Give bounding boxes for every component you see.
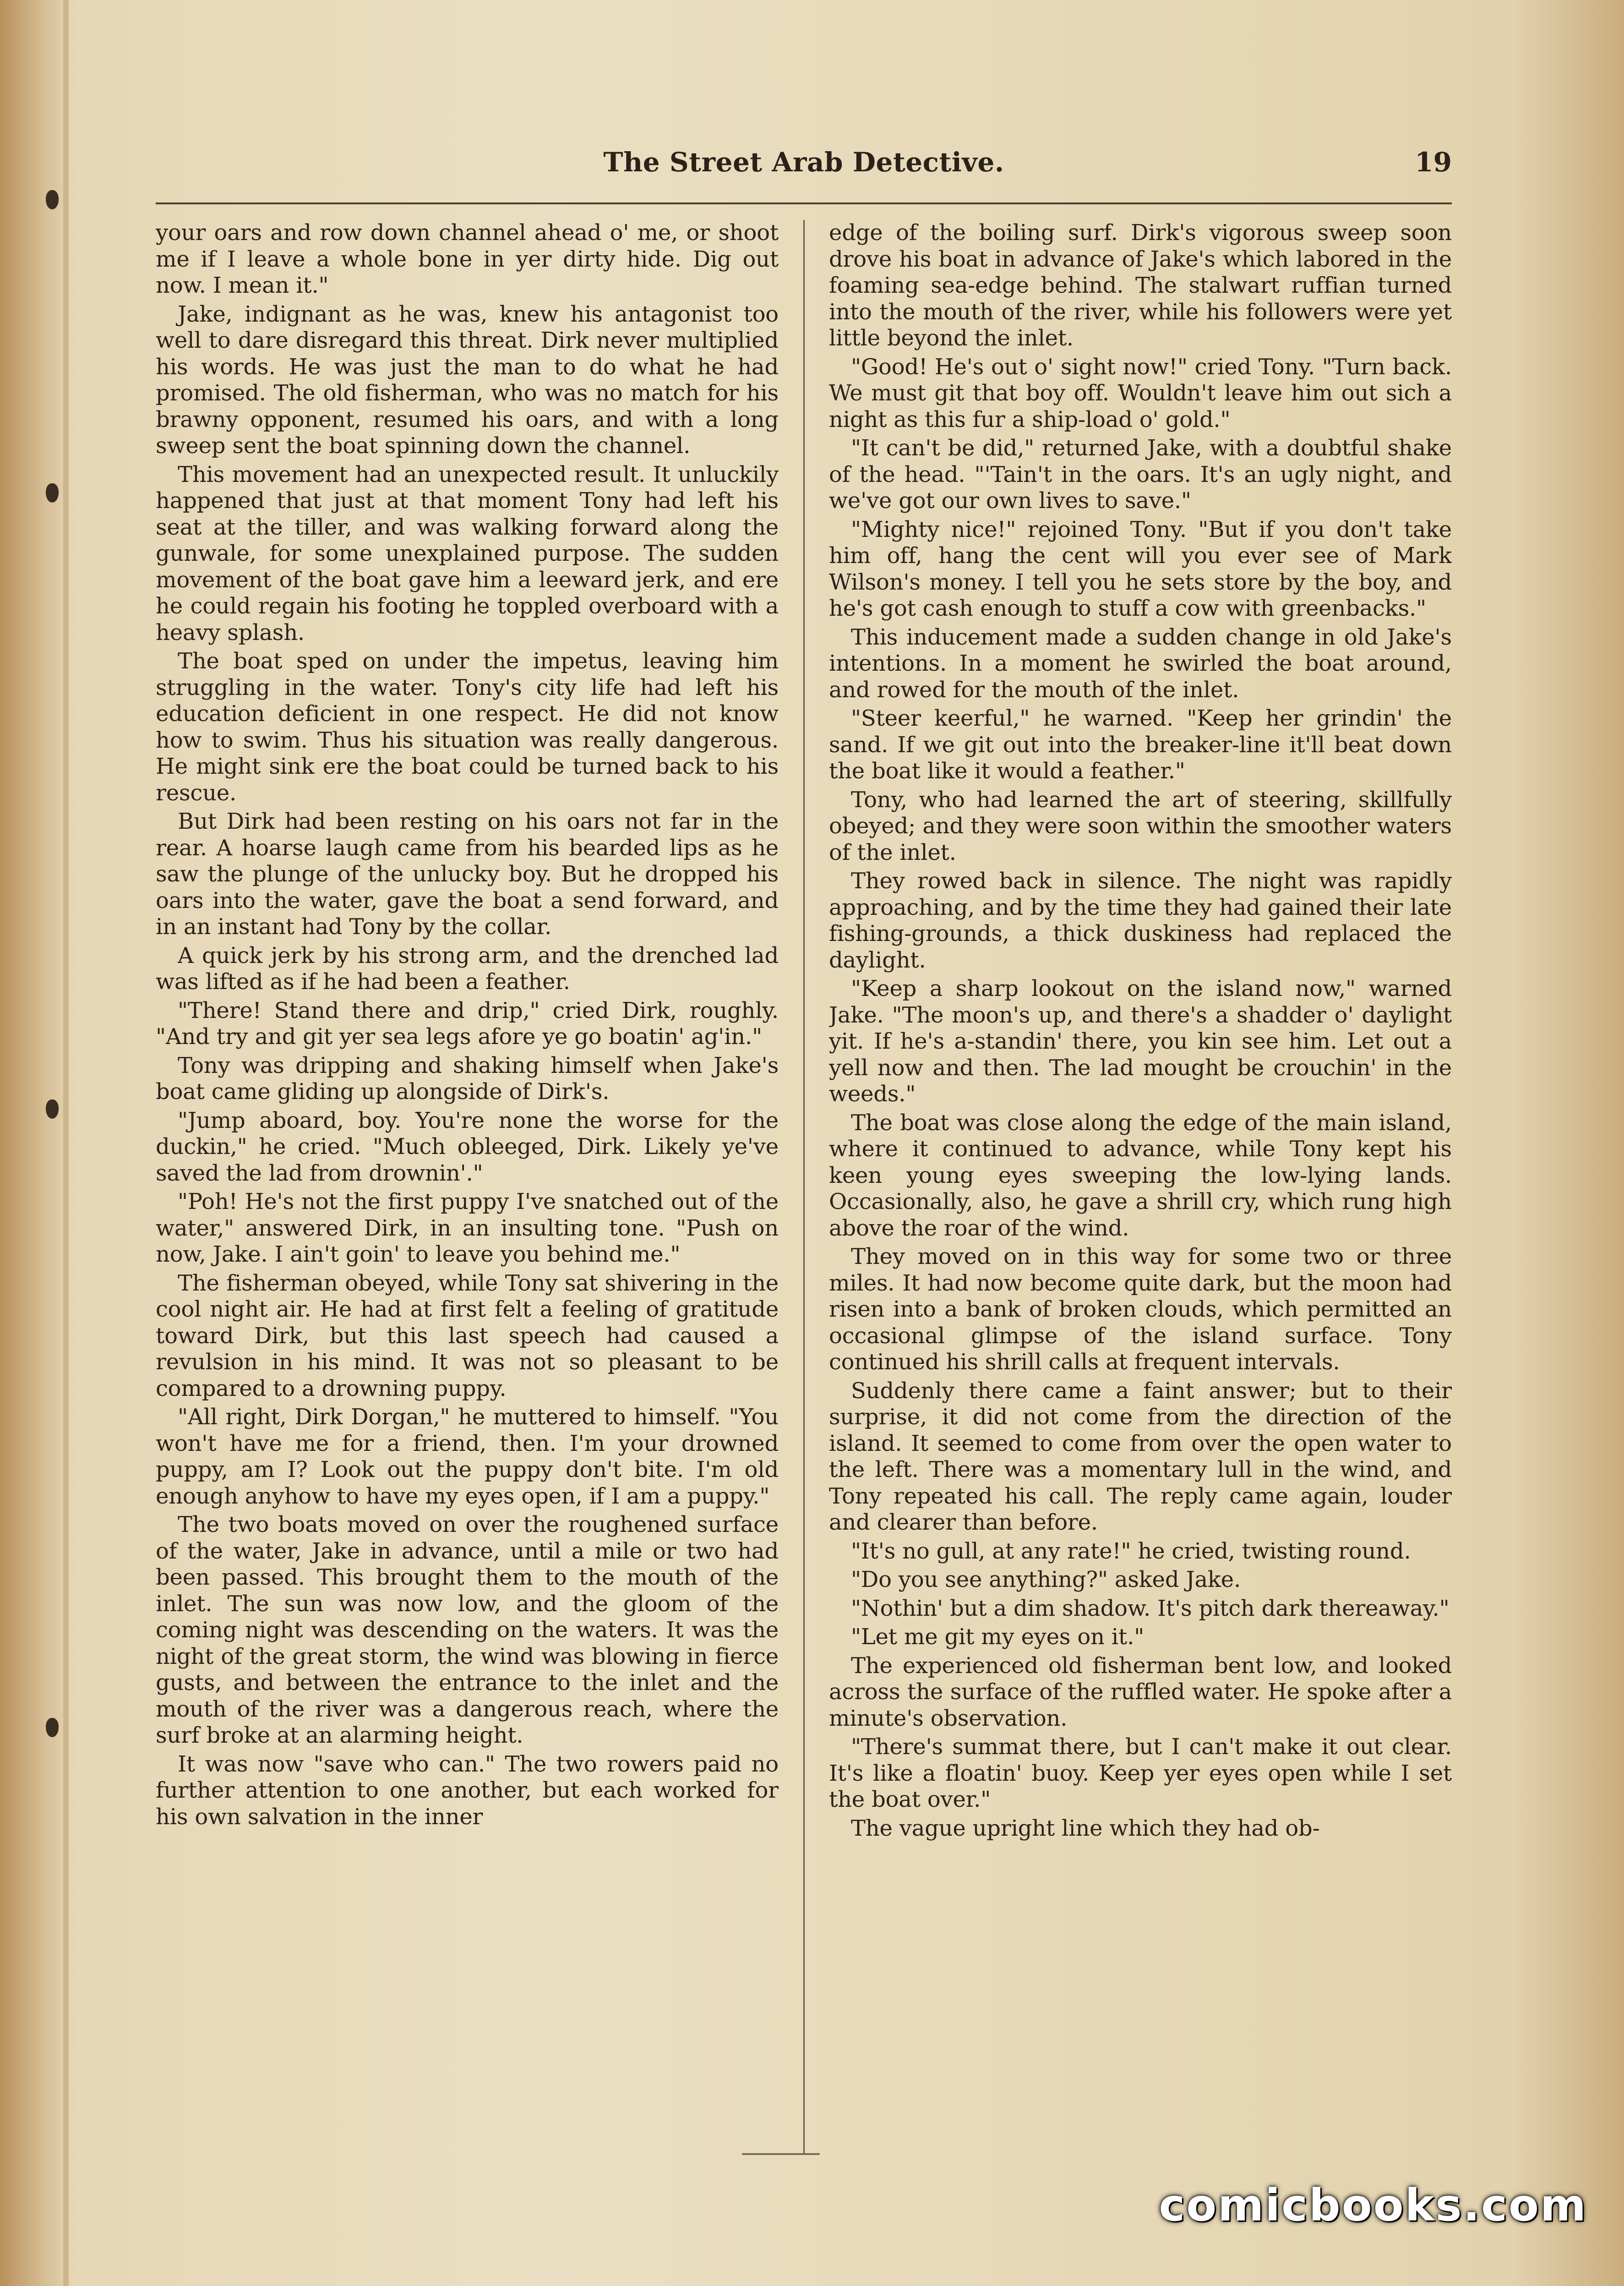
page-number: 19: [1415, 147, 1452, 178]
staple-hole: [46, 190, 59, 209]
paragraph: The boat was close along the edge of the main island, where it continued to advance, while Tony kept his keen young eyes sweeping the low-lying lands. Occasionally, also, he gave a shrill cry, which rung high above the roar of the wind.: [829, 1110, 1452, 1241]
paragraph: This inducement made a sudden change in old Jake's intentions. In a moment he swirled the boat around, and rowed for the mouth of the inlet.: [829, 624, 1452, 703]
paragraph: It was now "save who can." The two rowers paid no further attention to one another, but each worked for his own salvation in the inner: [156, 1751, 779, 1830]
paragraph: They rowed back in silence. The night was rapidly approaching, and by the time they had gained their late fishing-grounds, a thick duskiness had replaced the daylight.: [829, 868, 1452, 973]
staple-hole: [46, 1718, 59, 1737]
paragraph: The vague upright line which they had ob-: [851, 1815, 1320, 1841]
paragraph: "It can't be did," returned Jake, with a doubtful shake of the head. "'Tain't in the oars. It's an ugly night, and we've got our own lives to save.": [829, 435, 1452, 514]
paragraph: "Jump aboard, boy. You're none the worse for the duckin," he cried. "Much obleeged, Dirk. Likely ye've saved the lad from drownin'.": [156, 1107, 779, 1186]
paragraph: "Steer keerful," he warned. "Keep her grindin' the sand. If we git out into the breaker-line it'll beat down the boat like it would a feather.": [829, 705, 1452, 784]
page-title: The Street Arab Detective.: [603, 147, 1004, 178]
paragraph: "Let me git my eyes on it.": [851, 1624, 1144, 1650]
text-column-left: [156, 220, 779, 2158]
paragraph: "There's summat there, but I can't make it out clear. It's like a floatin' buoy. Keep yer eyes open while I set the boat over.": [829, 1734, 1452, 1812]
running-head: [156, 142, 1452, 197]
staple-hole: [46, 483, 59, 503]
binding-fold: [63, 0, 69, 2286]
paragraph: Tony was dripping and shaking himself when Jake's boat came gliding up alongside of Dirk's.: [156, 1052, 779, 1105]
header-rule: [156, 202, 1452, 204]
paragraph: "There! Stand there and drip," cried Dirk, roughly. "And try and git yer sea legs afore ye go boatin' ag'in.": [156, 997, 779, 1050]
paragraph: edge of the boiling surf. Dirk's vigorous sweep soon drove his boat in advance of Jake's which labored in the foaming sea-edge behind. The stalwart ruffian turned into the mouth of the river, while his followers were yet little beyond the inlet.: [829, 220, 1452, 351]
paragraph: The two boats moved on over the roughened surface of the water, Jake in advance, until a mile or two had been passed. This brought them to the mouth of the inlet. The sun was now low, and the gloom of the coming night was descending on the waters. It was the night of the great storm, the wind was blowing in fierce gusts, and between the entrance to the inlet and the mouth of the river was a dangerous reach, where the surf broke at an alarming height.: [156, 1512, 779, 1748]
text-column-right: [829, 220, 1452, 2158]
paragraph: The experienced old fisherman bent low, and looked across the surface of the ruffled water. He spoke after a minute's observation.: [829, 1652, 1452, 1731]
paragraph: Suddenly there came a faint answer; but to their surprise, it did not come from the direction of the island. It seemed to come from over the open water to the left. There was a momentary lull in the wind, and Tony repeated his call. The reply came again, louder and clearer than before.: [829, 1378, 1452, 1535]
paragraph: "Keep a sharp lookout on the island now," warned Jake. "The moon's up, and there's a shadder o' daylight yit. If he's a-standin' there, you kin see him. Let out a yell now and then. The lad mought be crouchin' in the weeds.": [829, 976, 1452, 1107]
paragraph: But Dirk had been resting on his oars not far in the rear. A hoarse laugh came from his bearded lips as he saw the plunge of the unlucky boy. But he dropped his oars into the water, gave the boat a send forward, and in an instant had Tony by the collar.: [156, 809, 779, 940]
paragraph: The fisherman obeyed, while Tony sat shivering in the cool night air. He had at first felt a feeling of gratitude toward Dirk, but this last speech had caused a revulsion in his mind. It was not so pleasant to be compared to a drowning puppy.: [156, 1270, 779, 1401]
paragraph: "Nothin' but a dim shadow. It's pitch dark thereaway.": [851, 1595, 1450, 1621]
paragraph: "All right, Dirk Dorgan," he muttered to himself. "You won't have me for a friend, then. I'm your drowned puppy, am I? Look out the puppy don't bite. I'm old enough anyhow to have my eyes open, if I am a puppy.": [156, 1404, 779, 1509]
paragraph: A quick jerk by his strong arm, and the drenched lad was lifted as if he had been a feather.: [156, 942, 779, 995]
paragraph: "Do you see anything?" asked Jake.: [851, 1567, 1241, 1592]
paragraph: "Mighty nice!" rejoined Tony. "But if you don't take him off, hang the cent will you ever see of Mark Wilson's money. I tell you he sets store by the boy, and he's got cash enough to stuff a cow with greenbacks.": [829, 516, 1452, 621]
book-page: [156, 133, 1452, 2176]
paragraph: This movement had an unexpected result. It unluckily happened that just at that moment Tony had left his seat at the tiller, and was walking forward along the gunwale, for some unexplained purpose. The sudden movement of the boat gave him a leeward jerk, and ere he could regain his footing he toppled overboard with a heavy splash.: [156, 461, 779, 645]
staple-hole: [46, 1099, 59, 1119]
paragraph: They moved on in this way for some two or three miles. It had now become quite dark, but the moon had risen into a bank of broken clouds, which permitted an occasional glimpse of the island surface. Tony continued his shrill calls at frequent intervals.: [829, 1244, 1452, 1375]
column-divider: [803, 220, 805, 2153]
binding-edge: [0, 0, 69, 2286]
paragraph: "It's no gull, at any rate!" he cried, twisting round.: [851, 1538, 1411, 1564]
paragraph: The boat sped on under the impetus, leaving him struggling in the water. Tony's city life had left his education deficient in one respect. He did not know how to swim. Thus his situation was really dangerous. He might sink ere the boat could be turned back to his rescue.: [156, 648, 779, 806]
paragraph: Jake, indignant as he was, knew his antagonist too well to dare disregard this threat. Dirk never multiplied his words. He was just the man to do what he had promised. The old fisherman, who was no match for his brawny opponent, resumed his oars, and with a long sweep sent the boat spinning down the channel.: [156, 301, 779, 459]
printer-mark: [742, 2153, 820, 2155]
paragraph: your oars and row down channel ahead o' me, or shoot me if I leave a whole bone in yer dirty hide. Dig out now. I mean it.": [156, 220, 779, 298]
paragraph: "Good! He's out o' sight now!" cried Tony. "Turn back. We must git that boy off. Wouldn't leave him out sich a night as this fur a ship-load o' gold.": [829, 354, 1452, 432]
site-watermark: comicbooks.com: [1159, 2180, 1587, 2231]
paragraph: Tony, who had learned the art of steering, skillfully obeyed; and they were soon within the smoother waters of the inlet.: [829, 787, 1452, 865]
paragraph: "Poh! He's not the first puppy I've snatched out of the water," answered Dirk, in an insulting tone. "Push on now, Jake. I ain't goin' to leave you behind me.": [156, 1189, 779, 1267]
